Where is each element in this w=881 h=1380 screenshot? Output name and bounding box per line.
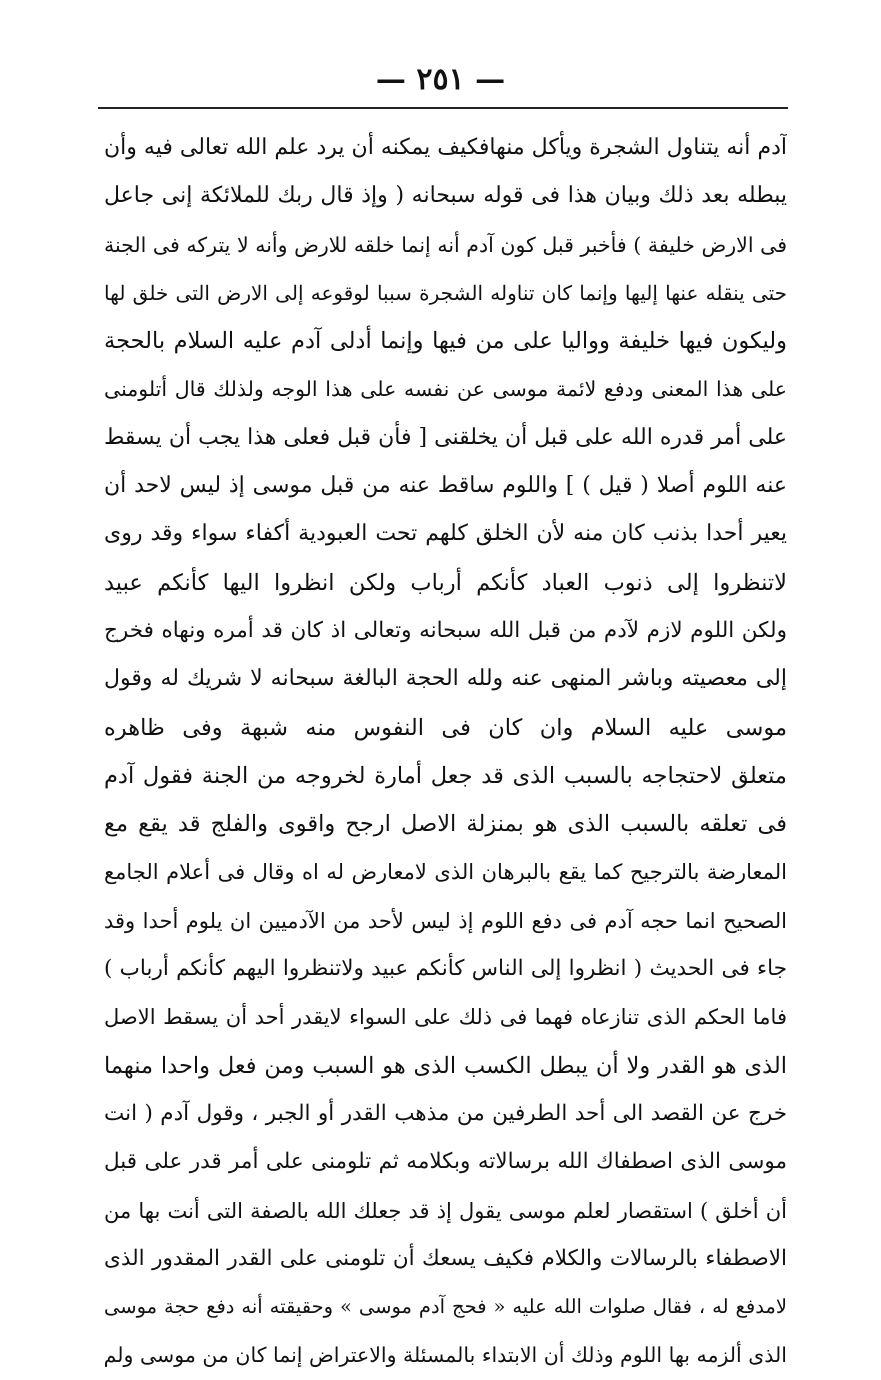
text-line: الذى ألزمه بها اللوم وذلك أن الابتداء بالمسئلة والاعتراض إنما كان من موسى ولم: [104, 1343, 787, 1368]
text-line: ولكن اللوم لازم لآدم من قبل الله سبحانه وتعالى اذ كان قد أمره ونهاه فخرج: [104, 617, 787, 643]
text-line: لامدفع له ، فقال صلوات الله عليه « فحج آدم موسى » وحقيقته أنه دفع حجة موسى: [104, 1295, 787, 1319]
text-line: عنه اللوم أصلا ( قيل ) ] واللوم ساقط عنه من قبل موسى إذ ليس لاحد أن: [104, 473, 787, 499]
text-line: آدم أنه يتناول الشجرة ويأكل منهافكيف يمكنه أن يرد علم الله تعالى فيه وأن: [104, 135, 787, 160]
text-line: يبطله بعد ذلك وبيان هذا فى قوله سبحانه ( وإذ قال ربك للملائكة إنى جاعل: [104, 183, 787, 209]
text-line: وليكون فيها خليفة وواليا على من فيها وإنما أدلى آدم عليه السلام بالحجة: [104, 328, 787, 355]
text-line: إلى معصيته وباشر المنهى عنه ولله الحجة البالغة سبحانه لا شريك له وقول: [104, 666, 787, 692]
text-line: موسى عليه السلام وان كان فى النفوس منه شبهة وفى ظاهره: [104, 714, 787, 741]
text-line: الاصطفاء بالرسالات والكلام فكيف يسعك أن تلومنى على القدر المقدور الذى: [104, 1245, 787, 1271]
text-line: المعارضة بالترجيح كما يقع بالبرهان الذى لامعارض له اه وقال فى أعلام الجامع: [104, 860, 787, 885]
text-line: حتى ينقله عنها إليها وإنما كان تناوله الشجرة سببا لوقوعه إلى الارض التى خلق لها: [104, 280, 787, 305]
page-number: — ٢٥١ —: [375, 62, 506, 97]
text-line: يعير أحدا بذنب كان منه لأن الخلق كلهم تحت العبودية أكفاء سواء وقد روى: [104, 521, 787, 547]
text-line: على هذا المعنى ودفع لائمة موسى عن نفسه على هذا الوجه ولذلك قال أتلومنى: [104, 377, 787, 402]
text-line: جاء فى الحديث ( انظروا إلى الناس كأنكم عبيد ولاتنظروا اليهم كأنكم أرباب ): [104, 956, 787, 982]
text-line: على أمر قدره الله على قبل أن يخلقنى [ فأن قبل فعلى هذا يجب أن يسقط: [104, 424, 787, 450]
body-text: [104, 124, 787, 1380]
text-line: فى الارض خليفة ) فأخبر قبل كون آدم أنه إنما خلقه للارض وأنه لا يتركه فى الجنة: [104, 232, 787, 257]
text-line: الصحيح انما حجه آدم فى دفع اللوم إذ ليس لأحد من الآدميين ان يلوم أحدا وقد: [104, 908, 787, 933]
header-rule: [98, 107, 788, 109]
text-line: لاتنظروا إلى ذنوب العباد كأنكم أرباب ولكن انظروا اليها كأنكم عبيد: [104, 569, 787, 596]
text-line: خرج عن القصد الى أحد الطرفين من مذهب القدر أو الجبر ، وقول آدم ( انت: [104, 1100, 787, 1126]
text-line: أن أخلق ) استقصار لعلم موسى يقول إذ قد جعلك الله بالصفة التى أنت بها من: [104, 1198, 787, 1223]
text-line: متعلق لاحتجاجه بالسبب الذى قد جعل أمارة لخروجه من الجنة فقول آدم: [104, 762, 787, 789]
text-line: فاما الحكم الذى تنازعاه فهما فى ذلك على السواء لايقدر أحد أن يسقط الاصل: [104, 1005, 787, 1030]
text-line: فى تعلقه بالسبب الذى هو بمنزلة الاصل ارجح واقوى والفلج قد يقع مع: [104, 811, 787, 838]
text-line: الذى هو القدر ولا أن يبطل الكسب الذى هو السبب ومن فعل واحدا منهما: [104, 1052, 787, 1079]
text-line: موسى الذى اصطفاك الله برسالاته وبكلامه ثم تلومنى على أمر قدر على قبل: [104, 1149, 787, 1175]
